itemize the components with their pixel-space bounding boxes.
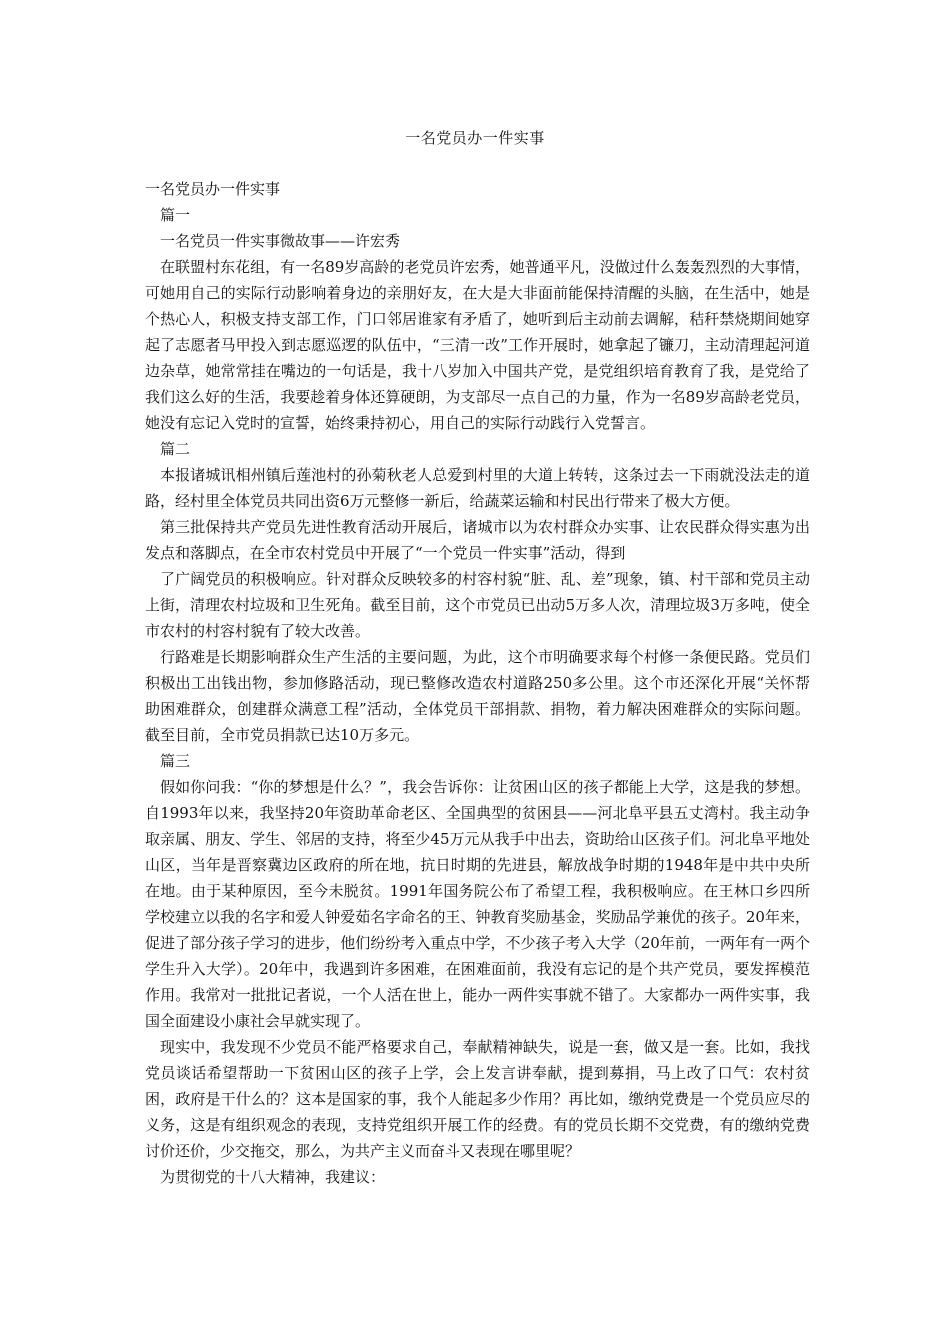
document-body bbox=[145, 176, 810, 1190]
paragraph: 第三批保持共产党员先进性教育活动开展后，诸城市以为农村群众办实事、让农民群众得实惠为出发点和落脚点，在全市农村党员中开展了“一个党员一件实事”活动，得到 bbox=[145, 518, 810, 562]
story-title: 一名党员一件实事微故事——许宏秀 bbox=[160, 232, 401, 250]
section-heading: 一名党员办一件实事 bbox=[145, 180, 281, 198]
part-label-2: 篇二 bbox=[160, 440, 191, 458]
paragraph: 假如你问我：“你的梦想是什么？”，我会告诉你：让贫困山区的孩子都能上大学，这是我的梦想。自1993年以来，我坚持20年资助革命老区、全国典型的贫困县——河北阜平县五丈湾村。我主动争取亲属、朋友、学生、邻居的支持，将至少45万元从我手中出去，资助给山区孩子们。河北阜平地处山区，当年是晋察冀边区政府的所在地，抗日时期的先进县，解放战争时期的1948年是中共中央所在地。由于某种原因，至今未脱贫。1991年国务院公布了希望工程，我积极响应。在王林口乡四所学校建立以我的名字和爱人钟爱茹名字命名的王、钟教育奖励基金，奖励品学兼优的孩子。20年来，促进了部分孩子学习的进步，他们纷纷考入重点中学，不少孩子考入大学（20年前，一两年有一两个学生升入大学）。20年中，我遇到许多困难，在困难面前，我没有忘记的是个共产党员，要发挥模范作用。我常对一批批记者说，一个人活在世上，能办一两件实事就不错了。大家都办一两件实事，我国全面建设小康社会早就实现了。 bbox=[145, 778, 810, 1030]
page-title: 一名党员办一件实事 bbox=[405, 129, 545, 147]
part-label-1: 篇一 bbox=[160, 206, 191, 224]
paragraph: 了广阔党员的积极响应。针对群众反映较多的村容村貌“脏、乱、差”现象，镇、村干部和党员主动上街，清理农村垃圾和卫生死角。截至目前，这个市党员已出动5万多人次，清理垃圾3万多吨，使全市农村的村容村貌有了较大改善。 bbox=[145, 570, 810, 640]
paragraph: 行路难是长期影响群众生产生活的主要问题，为此，这个市明确要求每个村修一条便民路。党员们积极出工出钱出物，参加修路活动，现已整修改造农村道路250多公里。这个市还深化开展“关怀帮助困难群众，创建群众满意工程”活动，全体党员干部捐款、捐物，着力解决困难群众的实际问题。截至目前，全市党员捐款已达10万多元。 bbox=[145, 648, 810, 744]
paragraph: 现实中，我发现不少党员不能严格要求自己，奉献精神缺失，说是一套，做又是一套。比如，我找党员谈话希望帮助一下贫困山区的孩子上学，会上发言讲奉献，提到募捐，马上改了口气：农村贫困，政府是干什么的？这本是国家的事，我个人能起多少作用？再比如，缴纳党费是一个党员应尽的义务，这是有组织观念的表现，支持党组织开展工作的经费。有的党员长期不交党费，有的缴纳党费讨价还价，少交拖交，那么，为共产主义而奋斗又表现在哪里呢？ bbox=[145, 1038, 810, 1160]
part-label-3: 篇三 bbox=[160, 752, 191, 770]
paragraph: 本报诸城讯相州镇后莲池村的孙菊秋老人总爱到村里的大道上转转，这条过去一下雨就没法走的道路，经村里全体党员共同出资6万元整修一新后，给蔬菜运输和村民出行带来了极大方便。 bbox=[145, 466, 810, 510]
paragraph: 在联盟村东花组，有一名89岁高龄的老党员许宏秀，她普通平凡，没做过什么轰轰烈烈的大事情，可她用自己的实际行动影响着身边的亲朋好友，在大是大非面前能保持清醒的头脑，在生活中，她是个热心人，积极支持支部工作，门口邻居谁家有矛盾了，她听到后主动前去调解，秸秆禁烧期间她穿起了志愿者马甲投入到志愿巡逻的队伍中，“三清一改”工作开展时，她拿起了镰刀，主动清理起河道边杂草，她常常挂在嘴边的一句话是，我十八岁加入中国共产党，是党组织培育教育了我，是党给了我们这么好的生活，我要趁着身体还算硬朗，为支部尽一点自己的力量，作为一名89岁高龄老党员，她没有忘记入党时的宣誓，始终秉持初心，用自己的实际行动践行入党誓言。 bbox=[145, 258, 810, 432]
paragraph: 为贯彻党的十八大精神，我建议： bbox=[160, 1168, 386, 1186]
